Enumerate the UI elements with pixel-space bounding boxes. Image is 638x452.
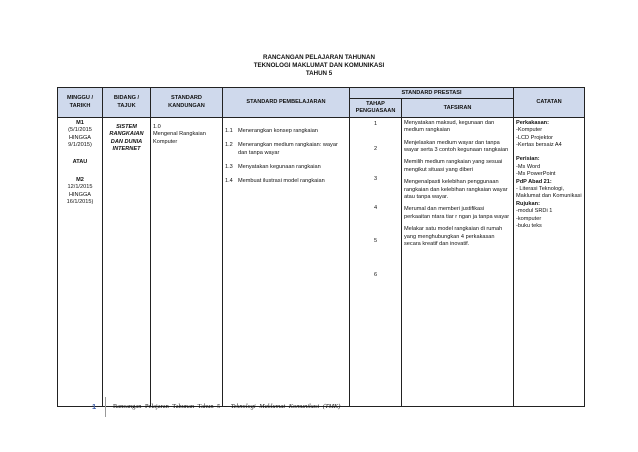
catatan-item: Maklumat dan Komunikasi	[516, 193, 582, 200]
footer-text-plain: Rancangan Pelajaran Tahunan Tahun 5 –	[113, 403, 228, 410]
pembelajaran-item	[225, 178, 347, 185]
catatan-item: -modul SRDi 1	[516, 208, 553, 215]
catatan-item: -Ms Word	[516, 163, 541, 170]
cell-bidang	[103, 118, 151, 407]
week-atau: ATAU	[72, 159, 88, 166]
header-tafsiran: TAFSIRAN	[402, 99, 514, 118]
tafsiran-text: Melakar satu model rangkaian di rumah yang menghubungkan 4 perkakasan secara kreatif dan inovatif.	[404, 226, 503, 247]
header-bidang: BIDANG / TAJUK	[103, 88, 151, 118]
tahap-level: 2	[373, 146, 378, 153]
catatan-perisian-label: Perisian:	[516, 156, 540, 163]
header-catatan: CATATAN	[514, 88, 585, 118]
week-m2-date: 12/1/2015	[67, 184, 93, 191]
week-m2-label: M2	[76, 176, 84, 183]
tafsiran-text: Mengenalpasti kelebihan penggunaan rangkaian dan kelebihan rangkaian wayar atau tanpa wayar.	[404, 179, 508, 200]
catatan-item: -Kertas bersaiz A4	[516, 141, 562, 148]
pembelajaran-text: Menerangkan medium rangkaian: wayar dan tanpa wayar	[238, 142, 338, 156]
cell-pembelajaran	[223, 118, 350, 407]
week-m1-date: (5/1/2015	[68, 127, 92, 134]
pembelajaran-num: 1.2	[225, 142, 233, 149]
catatan-item: -komputer	[516, 215, 542, 222]
pembelajaran-num: 1.4	[225, 178, 233, 185]
header-standard-pembelajaran: STANDARD PEMBELAJARAN	[223, 88, 350, 118]
page-number: 1	[92, 402, 97, 411]
header-tahap: TAHAP PENGUASAAN	[350, 99, 402, 118]
week-m1-date: HINGGA	[68, 134, 92, 141]
pembelajaran-text: Menyatakan kegunaan rangkaian	[238, 163, 321, 170]
tahap-level: 6	[373, 271, 378, 278]
catatan-rujukan-label: Rujukan:	[516, 200, 540, 207]
doc-title-line1: RANCANGAN PELAJARAN TAHUNAN	[263, 54, 375, 61]
footer-text	[113, 403, 340, 410]
footer-divider	[105, 397, 106, 417]
kandungan-text: Mengenal Rangkaian Komputer	[153, 131, 206, 145]
catatan-item: -Ms PowerPoint	[516, 171, 556, 178]
pembelajaran-item	[225, 164, 347, 171]
cell-minggu	[58, 118, 103, 407]
tahap-level: 5	[373, 238, 378, 245]
pembelajaran-item	[225, 142, 347, 157]
tahap-level: 1	[373, 120, 378, 127]
tahap-level: 4	[373, 204, 378, 211]
catatan-item: - Literasi Teknologi,	[516, 185, 565, 192]
pembelajaran-num: 1.3	[225, 163, 233, 170]
catatan-item: -Komputer	[516, 127, 543, 134]
tafsiran-text: Menyatakan maksud, kegunaan dan medium rangkaian	[404, 119, 495, 134]
pembelajaran-item	[225, 128, 347, 135]
cell-kandungan	[151, 118, 223, 407]
header-minggu: MINGGU / TARIKH	[58, 88, 103, 118]
header-standard-prestasi: STANDARD PRESTASI	[350, 88, 514, 99]
header-standard-kandungan: STANDARD KANDUNGAN	[151, 88, 223, 118]
doc-title-line2: TEKNOLOGI MAKLUMAT DAN KOMUNIKASI	[253, 62, 385, 69]
catatan-perkakasan-label: Perkakasan:	[516, 119, 549, 126]
footer-text-italic: Teknologi Maklumat Komunikasi (TMK)	[230, 403, 341, 410]
catatan-item: -buku teks	[516, 223, 542, 229]
pembelajaran-text: Menerangkan konsep rangkaian	[238, 127, 318, 134]
week-m1-date: 9/1/2015)	[68, 141, 92, 148]
catatan-item: -LCD Projektor	[516, 134, 553, 141]
week-m2-date: HINGGA	[68, 191, 92, 198]
kandungan-num: 1.0	[153, 123, 161, 130]
catatan-pdp-label: PdP Abad 21:	[516, 178, 552, 185]
week-m2-date: 16/1/2015)	[66, 198, 94, 205]
week-m1-label: M1	[76, 119, 84, 126]
tafsiran-text: Memilih medium rangkaian yang sesuai mengikut situasi yang diberi	[404, 159, 503, 173]
cell-catatan	[514, 118, 585, 407]
plan-table	[57, 87, 585, 407]
pembelajaran-text: Membuat ilustrasi model rangkaian	[238, 178, 325, 185]
bidang-title: SISTEM RANGKAIAN DAN DUNIA INTERNET	[109, 123, 144, 152]
tahap-level: 3	[373, 175, 378, 182]
cell-tafsiran	[402, 118, 514, 407]
cell-tahap	[350, 118, 402, 407]
tafsiran-text: Menjelaskan medium wayar dan tanpa wayar serta 3 contoh kegunaan rangkaian	[404, 139, 509, 153]
tafsiran-text: Merumal dan memberi justifikasi perkaaitan ntara tiar r ngan ja tanpa wayar	[404, 206, 510, 220]
doc-title-line3: TAHUN 5	[305, 70, 333, 77]
pembelajaran-num: 1.1	[225, 127, 233, 134]
